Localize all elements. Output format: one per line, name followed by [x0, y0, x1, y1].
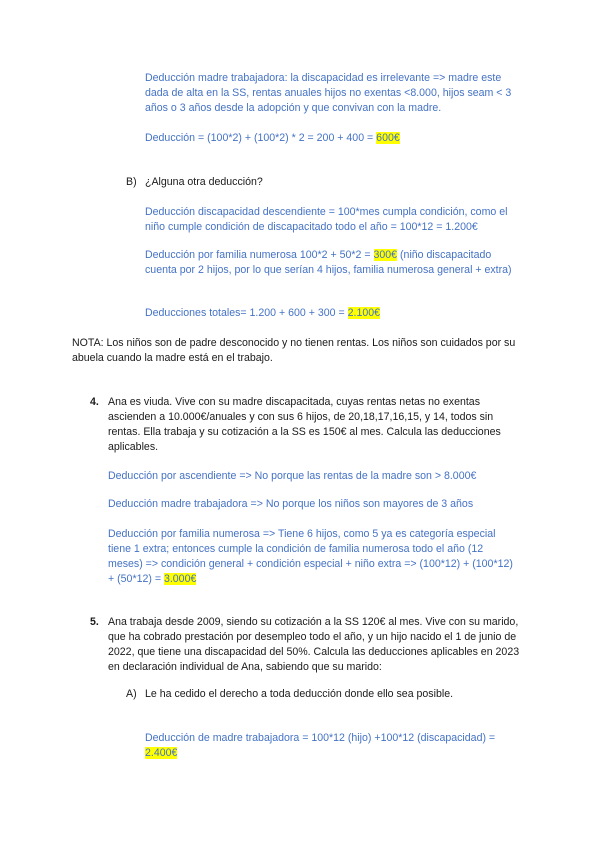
- paragraph-deducciones-totales: Deducciones totales= 1.200 + 600 + 300 = 2.100€: [145, 307, 381, 319]
- question-b-text: ¿Alguna otra deducción?: [145, 176, 263, 188]
- list-number-4: 4.: [90, 396, 99, 408]
- answer-4-ascendiente: Deducción por ascendiente => No porque las rentas de la madre son > 8.000€: [108, 470, 477, 482]
- highlight-300: 300€: [373, 249, 398, 261]
- paragraph-discapacidad: Deducción discapacidad descendiente = 100*mes cumpla condición, como el niño cumple condición de discapacitado todo el año = 100*12 = 1.200€: [145, 206, 508, 233]
- highlight-2100: 2.100€: [347, 307, 381, 319]
- list-label-a: A): [126, 688, 137, 700]
- answer-4-madre-trabajadora: Deducción madre trabajadora => No porque los niños son mayores de 3 años: [108, 498, 474, 510]
- nota-paragraph: NOTA: Los niños son de padre desconocido y no tienen rentas. Los niños son cuidados por su abuela cuando la madre está en el trabajo.: [72, 337, 516, 364]
- highlight-600: 600€: [376, 132, 400, 144]
- item-4-statement: Ana es viuda. Vive con su madre discapacitada, cuyas rentas netas no exentas ascienden a 10.000€/anuales y con sus 6 hijos, de 20,18,17,16,15, y 14, todos sin rentas. Ella trabaja y su cotización a la SS es 150€ al mes. Calcula las deducciones aplicables.: [108, 396, 501, 453]
- question-5a: [126, 687, 526, 702]
- paragraph-deduccion-calc: Deducción = (100*2) + (100*2) * 2 = 200 + 400 = 600€: [145, 132, 400, 144]
- highlight-3000: 3.000€: [163, 573, 197, 585]
- list-item-5: [90, 615, 530, 675]
- list-item-4: [90, 395, 530, 455]
- paragraph-madre-trabajadora: Deducción madre trabajadora: la discapacidad es irrelevante => madre este dada de alta en la SS, rentas anuales hijos no exentas <8.000, hijos seam < 3 años o 3 años desde la adopción y que convivan con la madre.: [145, 72, 512, 114]
- question-5a-text: Le ha cedido el derecho a toda deducción donde ello sea posible.: [145, 688, 454, 700]
- item-5-statement: Ana trabaja desde 2009, siendo su cotización a la SS 120€ al mes. Vive con su marido, que ha cobrado prestación por desempleo todo el año, y un hijo nacido el 1 de junio de 2022, que tiene una discapacidad del 50%. Calcula las deducciones aplicables en 2023 en declaración individual de Ana, sabiendo que su marido:: [108, 616, 520, 673]
- answer-5a: Deducción de madre trabajadora = 100*12 (hijo) +100*12 (discapacidad) = 2.400€: [145, 732, 496, 759]
- highlight-2400: 2.400€: [145, 747, 178, 759]
- paragraph-familia-numerosa: Deducción por familia numerosa 100*2 + 50*2 = 300€ (niño discapacitado cuenta por 2 hijos, por lo que serían 4 hijos, familia numerosa general + extra): [145, 249, 512, 276]
- list-number-5: 5.: [90, 616, 99, 628]
- answer-4-familia-numerosa: Deducción por familia numerosa => Tiene 6 hijos, como 5 ya es categoría especial tiene 1 extra; entonces cumple la condición de familia numerosa todo el año (12 meses) => condición general + condición especial + niño extra => (100*12) + (100*12) + (50*12) = 3.000€: [108, 528, 513, 585]
- list-label-b: B): [126, 176, 137, 188]
- question-b: [126, 175, 526, 190]
